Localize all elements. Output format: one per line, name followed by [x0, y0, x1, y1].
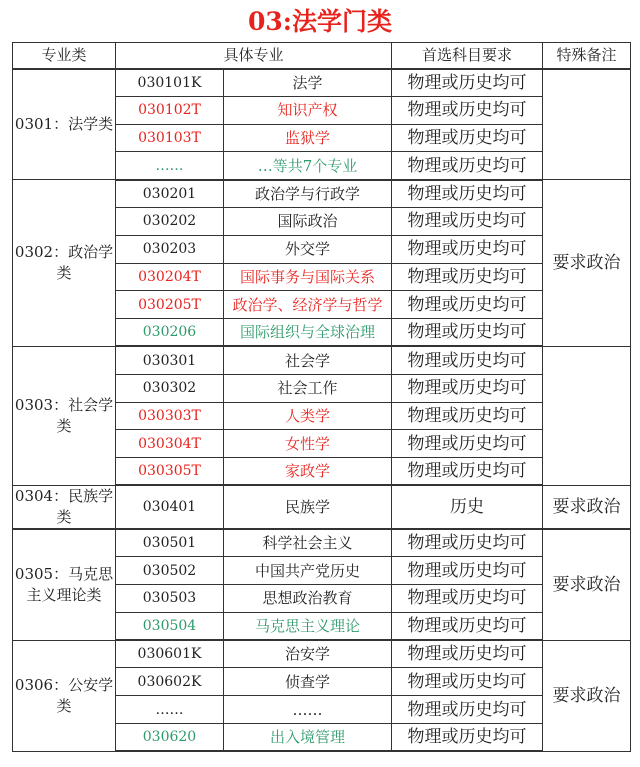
- table-row: [13, 640, 631, 668]
- major-code-cell: 030620: [116, 724, 224, 752]
- category-cell: 0305：马克思主义理论类: [13, 529, 116, 640]
- category-cell: 0301：法学类: [13, 69, 116, 180]
- major-name-cell: 人类学: [224, 402, 392, 430]
- requirement-cell: 物理或历史均可: [392, 319, 543, 347]
- major-name-cell: 政治学、经济学与哲学: [224, 291, 392, 319]
- major-name-cell: 出入境管理: [224, 724, 392, 752]
- requirement-cell: 物理或历史均可: [392, 124, 543, 152]
- major-code-cell: 030103T: [116, 124, 224, 152]
- major-code-cell: 030501: [116, 529, 224, 557]
- requirement-cell: 物理或历史均可: [392, 346, 543, 374]
- table-row: [13, 346, 631, 374]
- note-cell: [543, 69, 631, 180]
- requirement-cell: 物理或历史均可: [392, 69, 543, 97]
- header-row: [13, 43, 631, 69]
- major-code-cell: 030101K: [116, 69, 224, 97]
- major-code-cell: 030201: [116, 180, 224, 208]
- header-requirement: 首选科目要求: [392, 43, 543, 69]
- major-name-cell: 外交学: [224, 235, 392, 263]
- requirement-cell: 物理或历史均可: [392, 668, 543, 696]
- category-cell: 0302：政治学类: [13, 180, 116, 347]
- header-note: 特殊备注: [543, 43, 631, 69]
- major-name-cell: 女性学: [224, 430, 392, 458]
- major-name-cell: 社会工作: [224, 374, 392, 402]
- category-cell: 0303：社会学类: [13, 346, 116, 485]
- requirement-cell: 物理或历史均可: [392, 430, 543, 458]
- major-name-cell: 家政学: [224, 458, 392, 486]
- major-name-cell: 政治学与行政学: [224, 180, 392, 208]
- requirement-cell: 物理或历史均可: [392, 557, 543, 585]
- requirement-cell: 物理或历史均可: [392, 374, 543, 402]
- major-name-cell: …等共7个专业: [224, 152, 392, 180]
- major-name-cell: 国际政治: [224, 207, 392, 235]
- major-name-cell: 国际事务与国际关系: [224, 263, 392, 291]
- requirement-cell: 物理或历史均可: [392, 458, 543, 486]
- note-cell: 要求政治: [543, 640, 631, 751]
- major-code-cell: 030601K: [116, 640, 224, 668]
- major-name-cell: 中国共产党历史: [224, 557, 392, 585]
- requirement-cell: 物理或历史均可: [392, 96, 543, 124]
- requirement-cell: 物理或历史均可: [392, 152, 543, 180]
- major-code-cell: 030301: [116, 346, 224, 374]
- requirement-cell: 物理或历史均可: [392, 640, 543, 668]
- major-code-cell: 030504: [116, 612, 224, 640]
- requirement-cell: 物理或历史均可: [392, 263, 543, 291]
- requirement-cell: 物理或历史均可: [392, 207, 543, 235]
- requirement-cell: 物理或历史均可: [392, 696, 543, 724]
- page-title: 03:法学门类: [247, 7, 393, 36]
- table-row: [13, 485, 631, 529]
- major-name-cell: 侦查学: [224, 668, 392, 696]
- major-name-cell: 监狱学: [224, 124, 392, 152]
- requirement-cell: 物理或历史均可: [392, 612, 543, 640]
- note-cell: 要求政治: [543, 180, 631, 347]
- major-name-cell: 科学社会主义: [224, 529, 392, 557]
- major-code-cell: 030302: [116, 374, 224, 402]
- major-name-cell: 治安学: [224, 640, 392, 668]
- major-name-cell: 法学: [224, 69, 392, 97]
- major-name-cell: 国际组织与全球治理: [224, 319, 392, 347]
- major-code-cell: 030304T: [116, 430, 224, 458]
- category-cell: 0304：民族学类: [13, 485, 116, 529]
- major-code-cell: 030305T: [116, 458, 224, 486]
- majors-table: [12, 42, 631, 752]
- header-category: 专业类: [13, 43, 116, 69]
- table-row: [13, 180, 631, 208]
- major-code-cell: 030204T: [116, 263, 224, 291]
- major-code-cell: ……: [116, 152, 224, 180]
- major-code-cell: 030202: [116, 207, 224, 235]
- requirement-cell: 物理或历史均可: [392, 724, 543, 752]
- major-code-cell: 030401: [116, 485, 224, 529]
- major-name-cell: 马克思主义理论: [224, 612, 392, 640]
- note-cell: 要求政治: [543, 485, 631, 529]
- major-code-cell: 030206: [116, 319, 224, 347]
- requirement-cell: 物理或历史均可: [392, 291, 543, 319]
- major-name-cell: ……: [224, 696, 392, 724]
- note-cell: [543, 346, 631, 485]
- requirement-cell: 物理或历史均可: [392, 402, 543, 430]
- major-code-cell: ……: [116, 696, 224, 724]
- major-name-cell: 民族学: [224, 485, 392, 529]
- requirement-cell: 物理或历史均可: [392, 585, 543, 613]
- major-code-cell: 030205T: [116, 291, 224, 319]
- header-major: 具体专业: [116, 43, 392, 69]
- category-cell: 0306：公安学类: [13, 640, 116, 751]
- major-code-cell: 030502: [116, 557, 224, 585]
- major-code-cell: 030303T: [116, 402, 224, 430]
- table-row: [13, 529, 631, 557]
- major-name-cell: 社会学: [224, 346, 392, 374]
- major-code-cell: 030102T: [116, 96, 224, 124]
- major-code-cell: 030203: [116, 235, 224, 263]
- requirement-cell: 历史: [392, 485, 543, 529]
- major-name-cell: 知识产权: [224, 96, 392, 124]
- table-row: [13, 69, 631, 97]
- requirement-cell: 物理或历史均可: [392, 235, 543, 263]
- note-cell: 要求政治: [543, 529, 631, 640]
- major-code-cell: 030503: [116, 585, 224, 613]
- major-name-cell: 思想政治教育: [224, 585, 392, 613]
- requirement-cell: 物理或历史均可: [392, 180, 543, 208]
- major-code-cell: 030602K: [116, 668, 224, 696]
- requirement-cell: 物理或历史均可: [392, 529, 543, 557]
